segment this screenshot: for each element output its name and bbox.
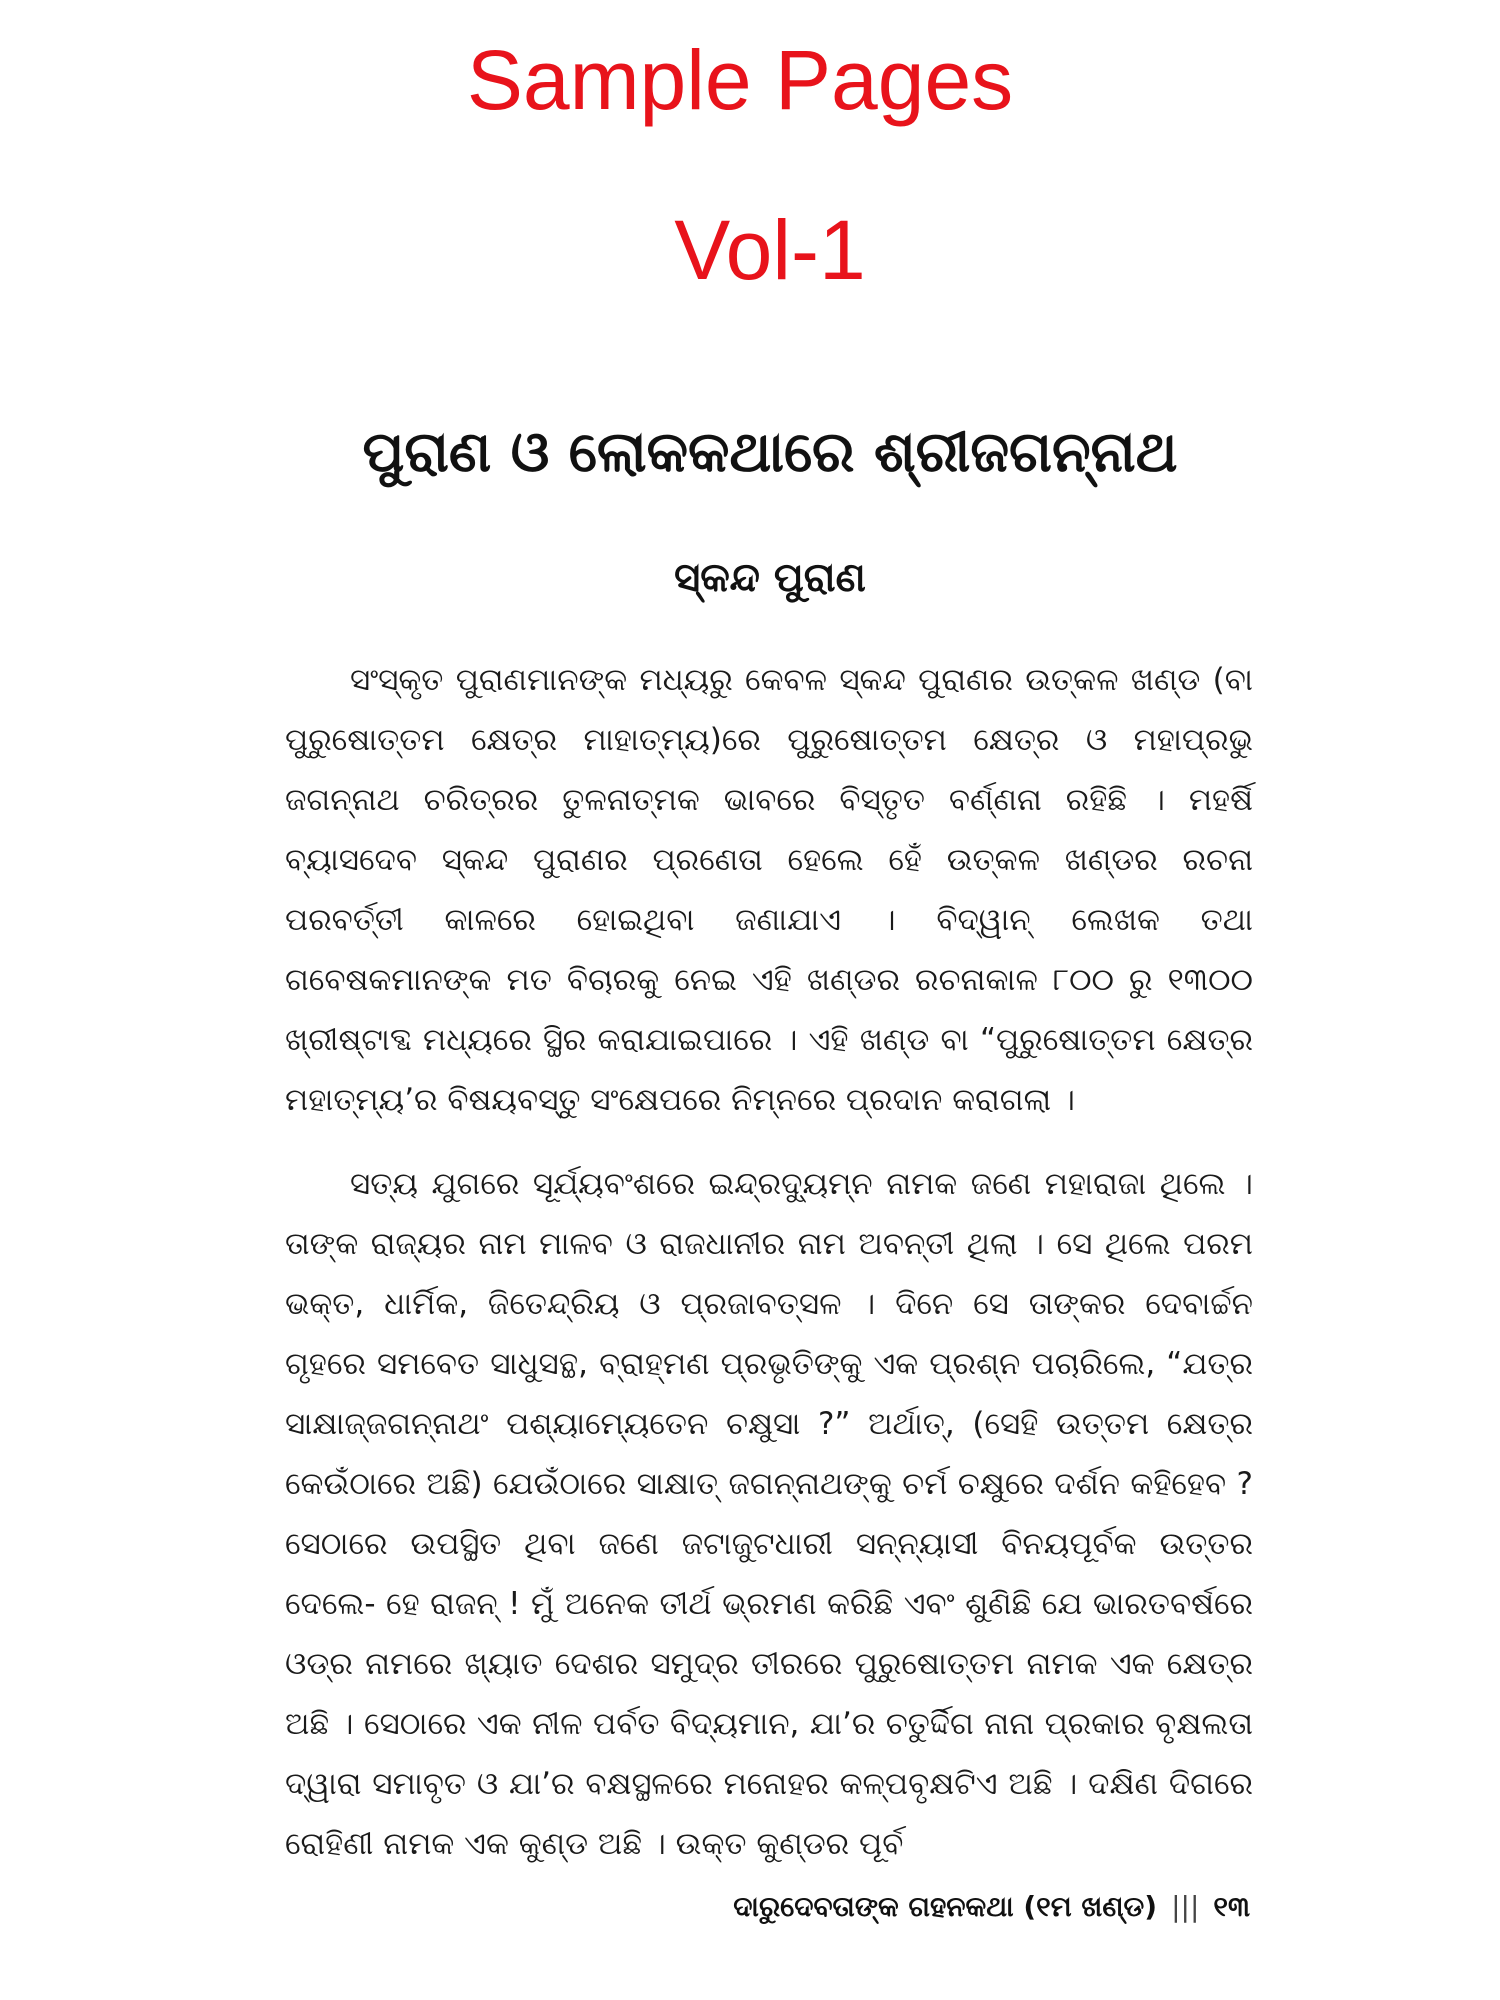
footer-book-title: ଦାରୁଦେବତାଙ୍କ ଗହନକଥା (୧ମ ଖଣ୍ଡ): [733, 1890, 1158, 1923]
footer-separator: |||: [1171, 1890, 1200, 1923]
page-number: ୧୩: [1213, 1890, 1250, 1923]
paragraph-1: ସଂସ୍କୃତ ପୁରାଣମାନଙ୍କ ମଧ୍ୟରୁ କେବଳ ସ୍କନ୍ଦ ପୁରାଣର ଉତ୍କଳ ଖଣ୍ଡ (ବା ପୁରୁଷୋତ୍ତମ କ୍ଷେତ୍ର ମାହାତ୍ମ୍ୟ)ରେ ପୁରୁଷୋତ୍ତମ କ୍ଷେତ୍ର ଓ ମହାପ୍ରଭୁ ଜଗନ୍ନାଥ ଚରିତ୍ରର ତୁଳନାତ୍ମକ ଭାବରେ ବିସ୍ତୃତ ବର୍ଣ୍ଣନା ରହିଛି । ମହର୍ଷି ବ୍ୟାସଦେବ ସ୍କନ୍ଦ ପୁରାଣର ପ୍ରଣେତା ହେଲେ ହେଁ ଉତ୍କଳ ଖଣ୍ଡର ରଚନା ପରବର୍ତ୍ତୀ କାଳରେ ହୋଇଥିବା ଜଣାଯାଏ । ବିଦ୍ୱାନ୍ ଲେଖକ ତଥା ଗବେଷକମାନଙ୍କ ମତ ବିଚାରକୁ ନେଇ ଏହି ଖଣ୍ଡର ରଚନାକାଳ ୮୦୦ ରୁ ୧୩୦୦ ଖ୍ରୀଷ୍ଟାବ୍ଦ ମଧ୍ୟରେ ସ୍ଥିର କରାଯାଇପାରେ । ଏହି ଖଣ୍ଡ ବା “ପୁରୁଷୋତ୍ତମ କ୍ଷେତ୍ର ମହାତ୍ମ୍ୟ’ର ବିଷୟବସ୍ତୁ ସଂକ୍ଷେପରେ ନିମ୍ନରେ ପ୍ରଦାନ କରାଗଲା ।: [285, 662, 1253, 1118]
sample-pages-banner: Sample Pages: [466, 33, 1014, 127]
paragraph-2: ସତ୍ୟ ଯୁଗରେ ସୂର୍ଯ୍ୟବଂଶରେ ଇନ୍ଦ୍ରଦ୍ୟୁମ୍ନ ନାମକ ଜଣେ ମହାରାଜା ଥିଲେ । ତାଙ୍କ ରାଜ୍ୟର ନାମ ମାଳବ ଓ ରାଜଧାନୀର ନାମ ଅବନ୍ତୀ ଥିଲା । ସେ ଥିଲେ ପରମ ଭକ୍ତ, ଧାର୍ମିକ, ଜିତେନ୍ଦ୍ରିୟ ଓ ପ୍ରଜାବତ୍ସଳ । ଦିନେ ସେ ତାଙ୍କର ଦେବାର୍ଚ୍ଚନ ଗୃହରେ ସମବେତ ସାଧୁସନ୍ଥ, ବ୍ରାହ୍ମଣ ପ୍ରଭୃତିଙ୍କୁ ଏକ ପ୍ରଶ୍ନ ପଚାରିଲେ, “ଯତ୍ର ସାକ୍ଷାଜ୍ଜଗନ୍ନାଥଂ ପଶ୍ୟାମ୍ୟେତେନ ଚକ୍ଷୁସା ?” ଅର୍ଥାତ୍, (ସେହି ଉତ୍ତମ କ୍ଷେତ୍ର କେଉଁଠାରେ ଅଛି) ଯେଉଁଠାରେ ସାକ୍ଷାତ୍ ଜଗନ୍ନାଥଙ୍କୁ ଚର୍ମ ଚକ୍ଷୁରେ ଦର୍ଶନ କହିହେବ ? ସେଠାରେ ଉପସ୍ଥିତ ଥିବା ଜଣେ ଜଟାଜୁଟଧାରୀ ସନ୍ନ୍ୟାସୀ ବିନୟପୂର୍ବକ ଉତ୍ତର ଦେଲେ- ହେ ରାଜନ୍ ! ମୁଁ ଅନେକ ତୀର୍ଥ ଭ୍ରମଣ କରିଛି ଏବଂ ଶୁଣିଛି ଯେ ଭାରତବର୍ଷରେ ଓଡ୍ର ନାମରେ ଖ୍ୟାତ ଦେଶର ସମୁଦ୍ର ତୀରରେ ପୁରୁଷୋତ୍ତମ ନାମକ ଏକ କ୍ଷେତ୍ର ଅଛି । ସେଠାରେ ଏକ ନୀଳ ପର୍ବତ ବିଦ୍ୟମାନ, ଯା’ର ଚତୁର୍ଦ୍ଦିଗ ନାନା ପ୍ରକାର ବୃକ୍ଷଲତା ଦ୍ୱାରା ସମାବୃତ ଓ ଯା’ର ବକ୍ଷସ୍ଥଳରେ ମନୋହର କଳ୍ପବୃକ୍ଷଟିଏ ଅଛି । ଦକ୍ଷିଣ ଦିଗରେ ରୋହିଣୀ ନାମକ ଏକ କୁଣ୍ଡ ଅଛି । ଉକ୍ତ କୁଣ୍ଡର ପୂର୍ବ: [285, 1166, 1253, 1862]
page-footer: [733, 1890, 1250, 1924]
book-page: [280, 400, 1260, 1980]
volume-banner: Vol-1: [674, 203, 866, 297]
section-title: ସ୍କନ୍ଦ ପୁରାଣ: [674, 555, 866, 601]
body-text: [285, 650, 1253, 1898]
chapter-title: ପୁରାଣ ଓ ଲୋକକଥାରେ ଶ୍ରୀଜଗନ୍ନାଥ: [362, 420, 1178, 485]
